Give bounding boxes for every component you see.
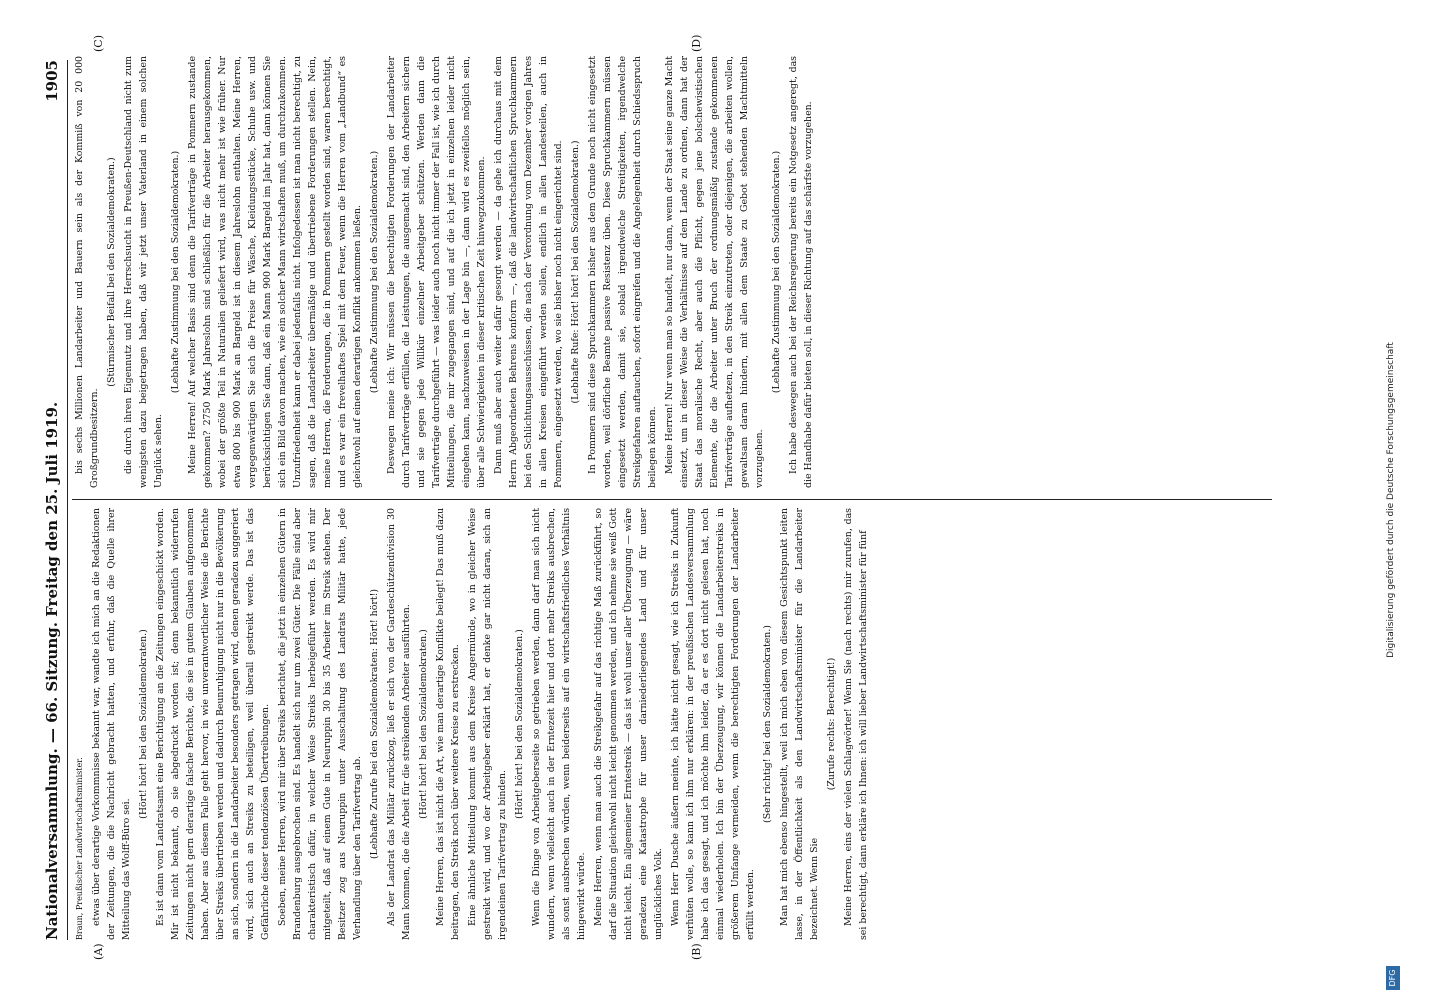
paragraph: Als der Landrat das Militär zurückzog, ließ er sich von der Gardeschützendivision 30 Mann kommen, die die Arbeit für die streikenden Arbeiter ausführten. <box>386 508 412 940</box>
margin-marker-c: (C) <box>92 35 105 52</box>
interjection: (Zurufe rechts: Berechtigt!) <box>826 657 837 791</box>
margin-marker-d: (D) <box>690 34 703 52</box>
dfg-logo: DFG <box>1386 966 1400 990</box>
interjection: (Hört! hört! bei den Sozialdemokraten.) <box>514 629 525 819</box>
paragraph: Soeben, meine Herren, wird mir über Streiks berichtet, die jetzt in einzelnen Gütern in Brandenburg ausgebrochen sind. Es handelt sich nur um zwei Güter. Die Fälle sind aber charakteristisch dafür, in welcher Weise Streiks herbeigeführt werden. Es wird mir mitgeteilt, daß auf einem Gute in Neuruppin 30 bis 35 Arbeiter im Streik stehen. Der Besitzer zog aus Neuruppin unter Ausschaltung des Landrats Militär hatte, jede Verhandlung über den Tarifvertrag ab. <box>277 508 363 940</box>
interjection: (Lebhafte Zustimmung bei den Sozialdemokraten.) <box>369 150 380 394</box>
left-column <box>72 508 1272 940</box>
margin-marker-a: (A) <box>92 943 105 960</box>
paragraph: Eine ähnliche Mitteilung kommt aus dem Kreise Angermünde, wo in gleicher Weise gestreikt wird, und wo der Arbeitgeber erklärt hat, er denke gar nicht daran, sich an irgendeinen Tarifvertrag zu binden. <box>467 508 508 940</box>
paragraph: die durch ihren Eigennutz und ihre Herrschsucht in Preußen-Deutschland nicht zum wenigsten dazu beigetragen haben, daß wir jetzt unser Vaterland in einem solchen Unglück sehen. <box>123 56 164 488</box>
paragraph: Dann muß aber auch weiter dafür gesorgt werden — da gehe ich durchaus mit dem Herrn Abgeordneten Behrens konform —, daß die landwirtschaftlichen Spruchkammern bei den Schlichtungsausschüssen, die nach der Verordnung vom Dezember vorigen Jahres in allen Kreisen eingeführt werden sollen, endlich in allen Landesteilen, auch in Pommern, eingesetzt werden, wo sie bisher noch nicht eingerichtet sind. <box>493 56 564 488</box>
interjection: (Stürmischer Beifall bei den Sozialdemokraten.) <box>106 157 117 387</box>
paragraph: Meine Herren! Nur wenn man so handelt, nur dann, wenn der Staat seine ganze Macht einsetzt, um in dieser Weise die Verhältnisse auf dem Lande zu ordnen, dann hat der Staat das moralische Recht, aber auch die Pflicht, gegen jene bolschewistischen Elemente, die die Arbeiter unter Bruch der ordnungsmäßig zustande gekommenen Tarifverträge aufhetzen, in den Streik einzutreten, oder diejenigen, die arbeiten wollen, gewaltsam daran hindern, mit allen dem Staate zu Gebot stehenden Machtmitteln vorzugehen. <box>664 56 765 488</box>
paragraph: Meine Herren, eins der vielen Schlagwörter! Wenn Sie (nach rechts) mir zurufen, das sei berechtigt, dann erkläre ich Ihnen: ich will lieber Landwirtschaftsminister für fünf <box>843 508 869 940</box>
paragraph: bis sechs Millionen Landarbeiter und Bauern sein als der Kommiß von 20 000 Großgrundbesitzern. <box>74 56 100 488</box>
paragraph: Deswegen meine ich: Wir müssen die berechtigten Forderungen der Landarbeiter durch Tarifverträge erfüllen, die Leistungen, die ausgemacht sind, den Arbeitern sichern und sie gegen jede Willkür einzelner Arbeitgeber schützen. Werden dann die Tarifverträge durchgeführt — was leider auch noch nicht immer der Fall ist, wie ich durch Mitteilungen, die mir zugegangen sind, und auf die ich jetzt in einzelnen leider nicht eingehen kann, nachzuweisen in der Lage bin —, dann wird es zweifellos möglich sein, über alle Schwierigkeiten in dieser kritischen Zeit hinwegzukommen. <box>386 56 487 488</box>
paragraph: Man hat mich ebenso hingestellt, weil ich mich eben von diesem Gesichtspunkt leiten lasse, in der Öffentlichkeit als den Landwirtschaftsminister für die Landarbeiter bezeichnet. Wenn Sie <box>779 508 820 940</box>
interjection: (Hört! hört! bei den Sozialdemokraten.) <box>418 629 429 819</box>
header-title: Nationalversammlung. — 66. Sitzung. Freitag den 25. Juli 1919. <box>43 401 61 940</box>
header-rule <box>67 60 68 940</box>
paragraph: Meine Herren! Auf welcher Basis sind denn die Tarifverträge in Pommern zustande gekommen? 2750 Mark Jahreslohn sind schließlich für die Arbeiter herausgekommen, wobei der größte Teil in Naturalien geliefert wird, was nicht mehr ist wie früher. Nur etwa 800 bis 900 Mark an Bargeld ist in diesem Jahreslohn enthalten. Meine Herren, vergegenwärtigen Sie sich die Preise für Wäsche, Kleidungsstücke, Schuhe usw. und berücksichtigen Sie dann, daß ein Mann 900 Mark Bargeld im Jahr hat, dann können Sie sich ein Bild davon machen, wie ein solcher Mann wirtschaften muß, um durchzukommen. Unzufriedenheit kann er dabei jedenfalls nicht. Infolgedessen ist man nicht berechtigt, zu sagen, daß die Landarbeiter übermäßige und übertriebene Forderungen stellen. Nein, meine Herren, die Forderungen, die in Pommern gestellt worden sind, waren berechtigt, und es war ein frevelhaftes Spiel mit dem Feuer, wenn die Herren vom „Landbund“ es gleichwohl auf einen derartigen Konflikt ankommen ließen. <box>187 56 363 488</box>
digitization-credit: Digitalisierung gefördert durch die Deutsche Forschungsgemeinschaft <box>1386 342 1396 658</box>
margin-marker-b: (B) <box>690 943 703 960</box>
paragraph: Meine Herren, das ist nicht die Art, wie man derartige Konflikte beilegt! Das muß dazu beitragen, den Streik noch über weitere Kreise zu erstrecken. <box>435 508 461 940</box>
page-number: 1905 <box>43 60 61 102</box>
interjection: (Lebhafte Zurufe bei den Sozialdemokraten: Hört! hört!) <box>369 588 380 860</box>
column-divider <box>72 499 1272 500</box>
interjection: (Lebhafte Zustimmung bei den Sozialdemokraten.) <box>771 150 782 394</box>
interjection: (Lebhafte Rufe: Hört! hört! bei den Sozialdemokraten.) <box>570 140 581 404</box>
paragraph: Wenn Herr Dusche äußern meinte, ich hätte nicht gesagt, wie ich Streiks in Zukunft verhüten wolle, so kann ich ihm nur erklären: in der preußischen Landesversammlung habe ich das gesagt, und ich möchte ihm leider, da er es dort nicht gelesen hat, noch einmal wiederholen. Ich bin der Überzeugung, wir können die Landarbeiterstreiks in größerem Umfange vermeiden, wenn die berechtigten Forderungen der Landarbeiter erfüllt werden. <box>670 508 756 940</box>
right-column <box>72 56 1272 488</box>
page-header <box>40 60 64 940</box>
interjection: (Hört! hört! bei den Sozialdemokraten.) <box>138 629 149 819</box>
paragraph: Wenn die Dinge von Arbeitgeberseite so getrieben werden, dann darf man sich nicht wundern, wenn vielleicht auch in der Erntezeit hier und dort mehr Streiks ausbrechen, als sonst ausbrechen würden, wenn beiderseits auf ein wirtschaftsfriedliches Verhältnis hingewirkt würde. <box>531 508 587 940</box>
paragraph: Es ist dann vom Landratsamt eine Berichtigung an die Zeitungen eingeschickt worden. Mir ist nicht bekannt, ob sie abgedruckt worden ist; denn bekanntlich widerrufen Zeitungen nicht gern derartige falsche Berichte, die sie in gutem Glauben aufgenommen haben. Aber aus diesem Falle geht hervor, in wie unverantwortlicher Weise die Berichte über Streiks übertrieben werden und dadurch Beunruhigung nicht nur in die Bevölkerung an sich, sondern in die Landarbeiter besonders getragen wird, denen geradezu suggeriert wird, sich auch an Streiks zu beteiligen, weil überall gestreikt werde. Das ist das Gefährliche dieser tendenziösen Übertreibungen. <box>155 508 271 940</box>
speaker-line: Braun, Preußischer Landwirtschaftsminister. <box>75 757 84 940</box>
paragraph: In Pommern sind diese Spruchkammern bisher aus dem Grunde noch nicht eingesetzt worden, weil dörfliche Beamte passive Resistenz üben. Diese Spruchkammern müssen eingesetzt werden, damit sie, sobald irgendwelche Streitigkeiten, irgendwelche Streikgefahren auftauchen, sofort eingreifen und die Angelegenheit durch Schiedsspruch beilegen können. <box>587 56 658 488</box>
paragraph: etwas über derartige Vorkommnisse bekannt war, wandte ich mich an die Redaktionen der Zeitungen, die die Nachricht gebracht hatten, und erfuhr, daß die Quelle ihrer Mitteilung das Wolff-Büro sei. <box>91 508 132 940</box>
paragraph: Ich habe deswegen auch bei der Reichsregierung bereits ein Notgesetz angeregt, das die Handhabe dafür bieten soll, in dieser Richtung auf das schärfste vorzugehen. <box>788 56 814 488</box>
paragraph: Meine Herren, wenn man auch die Streikgefahr auf das richtige Maß zurückführt, so darf die Situation gleichwohl nicht leicht genommen werden, und ich nehme sie weiß Gott nicht leicht. Ein allgemeiner Erntestreik — das ist wohl unser aller Überzeugung — wäre geradezu eine Katastrophe für unser darniederliegendes Land und für unser unglückliches Volk. <box>593 508 664 940</box>
interjection: (Sehr richtig! bei den Sozialdemokraten.) <box>762 625 773 823</box>
interjection: (Lebhafte Zustimmung bei den Sozialdemokraten.) <box>170 150 181 394</box>
